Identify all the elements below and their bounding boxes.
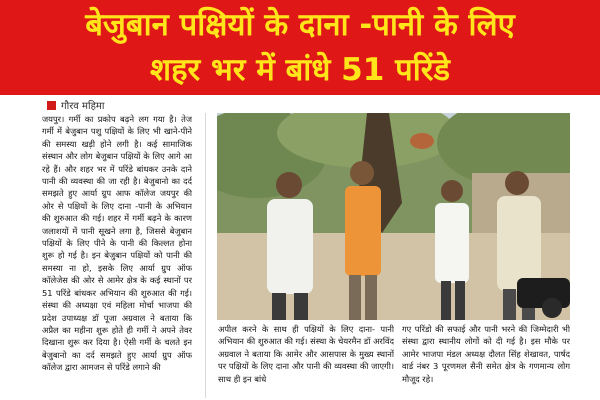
article-column-right: गए परिंडो की सफाई और पानी भरने की जिम्मेदारी भी संस्था द्वारा स्थानीय लोगों को दी गई है। इस मौके पर आमेर भाजपा मंडल अध्यक्ष दौलत सिंह शेखावत, पार्षद वार्ड नंबर 3 पूरणमल सैनी समेत क्षेत्र के गणमान्य लोग मौजूद रहे। [402,324,570,384]
news-photo [217,113,570,320]
news-photo-illustration [217,113,570,320]
headline-line-1: बेजुबान पक्षियों के दाना -पानी के लिए [85,7,515,43]
headline-banner [0,0,600,95]
headline-line-2: शहर भर में बांधे 51 परिंडे [149,52,451,88]
byline-square-icon [47,101,56,110]
byline-name: गौरव महिमा [61,101,105,112]
byline [47,98,105,112]
article-column-left: जयपुर। गर्मी का प्रकोप बढ़ने लग गया है। तेज गर्मी में बेजुबान पशु पक्षियों के लिए भी खाने-पीने की समस्या खड़ी होने लगी है। कई सामाजिक संस्थान और लोग बेजुबान पक्षियों के लिए आगे आ रहे हैं। और शहर भर में परिंडे बांधकर उनके दाने पानी की व्यवस्था की जा रही है। बेजुबानो का दर्द समझते हुए आर्या ग्रुप आफ कॉलेज जयपुर की ओर से पक्षियों के लिए दाना -पानी के अभियान की शुरुआत की गई। शहर में गर्मी बढ़ने के कारण जलाशयों में पानी सूखने लगा है, जिससे बेजुबान पक्षियों के लिए पीने के पानी की किल्लत होना शुरू हो गई है। इन बेजुबान पक्षियों को पानी की समस्या ना हो, इसके लिए आर्या ग्रुप ऑफ कॉलेजेस की ओर से आमेर क्षेत्र के कई स्थानों पर 51 परिंडे बांधकर अभियान की शुरुआत की गई। संस्था की अध्यक्षा एवं महिला मोर्चा भाजपा की प्रदेश उपाध्यक्ष डॉ पूजा अग्रवाल ने बताया कि अप्रैल का महीना शुरू होते ही गर्मी ने अपने तेवर दिखाना शुरू कर दिया है। ऐसी गर्मी के चलते इन बेजुबानो का दर्द समझते हुए आर्या ग्रुप ऑफ कॉलेज द्वारा आमजन से परिंडे लगाने की [42,114,192,373]
column-divider [205,113,206,398]
article-column-middle: अपील करने के साथ ही पक्षियों के लिए दाना- पानी अभियान की शुरुआत की गई। संस्था के चेयरमैन डॉ अरविंद अग्रवाल ने बताया कि आमेर और आसपास के मुख्य स्थानों पर पक्षियों के लिए दाना और पानी की व्यवस्था की जाएगी। साथ ही इन बांधे [218,324,394,384]
